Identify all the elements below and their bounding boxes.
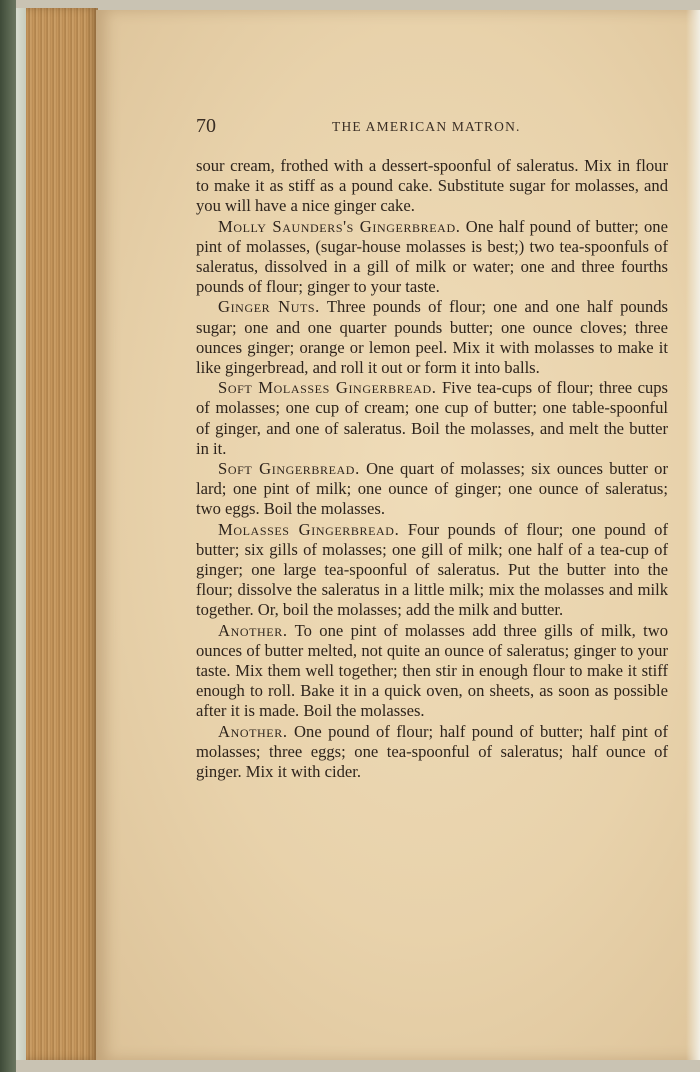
recipe-paragraph <box>196 621 668 722</box>
continuation-paragraph: sour cream, frothed with a dessert-spoonful of saleratus. Mix in flour to make it as stiff as a pound cake. Substitute sugar for molasses, and you will have a nice ginger cake. <box>196 156 668 216</box>
recipe-paragraph <box>196 297 668 378</box>
body-text <box>196 156 668 782</box>
recipe-text: One pound of flour; half pound of butter; half pint of molasses; three eggs; one tea-spoonful of saleratus; half ounce of ginger. Mix it with cider. <box>196 721 668 782</box>
recipe-title: Ginger Nuts. <box>218 297 320 317</box>
page-edges <box>26 8 98 1060</box>
page-right-edge <box>686 10 700 1060</box>
recipe-text: One half pound of butter; one pint of molasses, (sugar-house molasses is best;) two tea-spoonfuls of saleratus, dissolved in a gill of milk or water; one and three fourths pounds of flour; ginger to your taste. <box>196 216 668 297</box>
recipe-title: Another. <box>218 721 288 741</box>
recipe-paragraph <box>196 217 668 298</box>
recipe-paragraph <box>196 722 668 783</box>
running-title: THE AMERICAN MATRON. <box>332 119 521 134</box>
recipe-title: Another. <box>218 620 288 640</box>
recipe-text: To one pint of molasses add three gills of milk, two ounces of butter melted, not quite an ounce of saleratus; ginger to your taste. Mix them well together; then stir in enough flour to make it stiff enough to roll. Bake it in a quick oven, on sheets, as soon as possible after it is made. Boil the molasses. <box>196 620 668 721</box>
running-head <box>196 114 670 138</box>
recipe-text: Five tea-cups of flour; three cups of molasses; one cup of cream; one cup of butter; one table-spoonful of ginger, and one of saleratus. Boil the molasses, and melt the butter in it. <box>196 378 668 458</box>
book-binding <box>0 0 16 1072</box>
recipe-title: Soft Gingerbread. <box>218 459 360 479</box>
recipe-title: Molasses Gingerbread. <box>218 519 400 539</box>
recipe-title: Soft Molasses Gingerbread. <box>218 378 437 398</box>
endpaper-edge <box>16 8 26 1060</box>
recipe-title: Molly Saunders's Gingerbread. <box>218 216 461 236</box>
page-number: 70 <box>196 115 216 137</box>
recipe-paragraph <box>196 520 668 621</box>
recipe-text: Four pounds of flour; one pound of butter; six gills of molasses; one gill of milk; one half of a tea-cup of ginger; one large tea-spoonful of saleratus. Put the butter into the flour; dissolve the saleratus in a little milk; mix the molasses and milk together. Or, boil the molasses; add the milk and butter. <box>196 519 669 620</box>
recipe-paragraph <box>196 459 668 520</box>
recipe-text: Three pounds of flour; one and one half pounds sugar; one and one quarter pounds butter; one ounce cloves; three ounces ginger; orange or lemon peel. Mix it with molasses to make it like gingerbread, and roll it out or form it into balls. <box>196 297 669 378</box>
recipe-paragraph <box>196 378 668 459</box>
recipe-text: One quart of molasses; six ounces butter or lard; one pint of milk; one ounce of ginger; one ounce of saleratus; two eggs. Boil the molasses. <box>196 459 668 519</box>
